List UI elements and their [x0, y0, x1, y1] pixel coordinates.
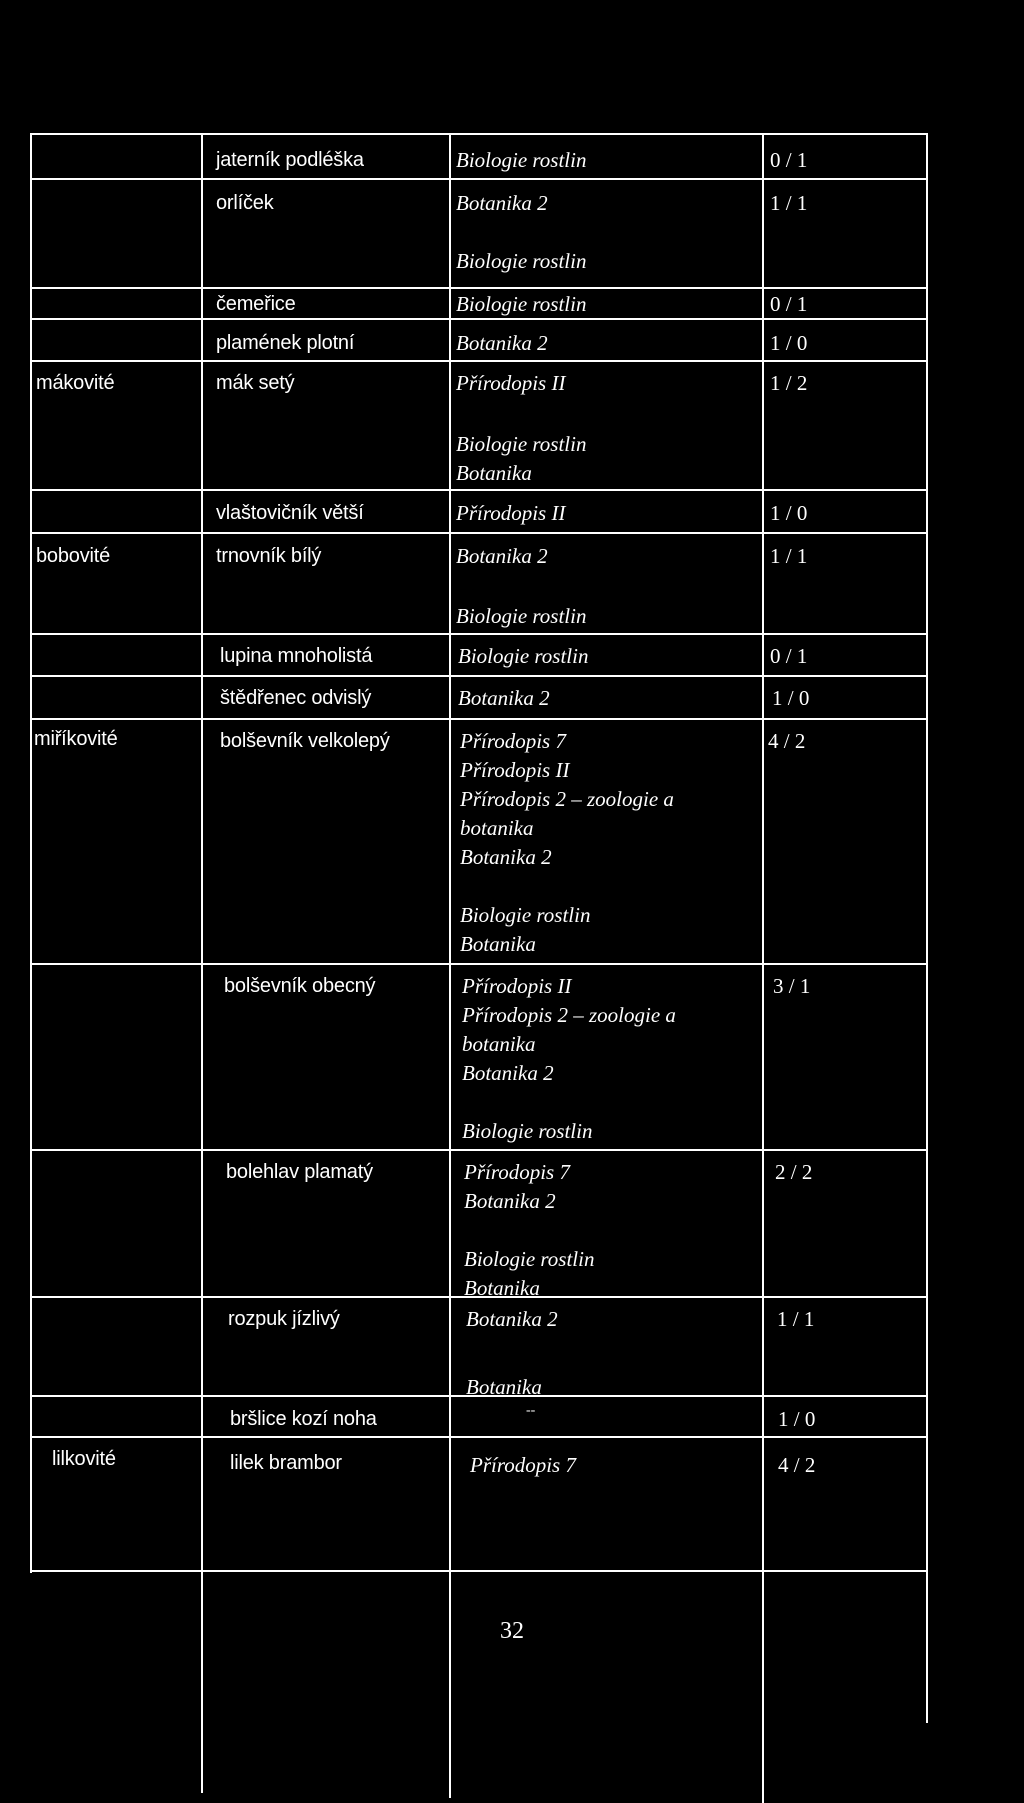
table-border-top — [30, 133, 928, 135]
source-line: Přírodopis 7 — [460, 729, 566, 753]
count-cell: 0 / 1 — [770, 148, 808, 172]
count-cell: 1 / 1 — [777, 1307, 815, 1331]
row-line — [30, 718, 928, 720]
source-line: Botanika — [460, 932, 536, 956]
table-border-left — [30, 133, 32, 1573]
family-name: miříkovité — [34, 728, 118, 750]
col-divider-3 — [762, 133, 764, 1803]
col-divider-2 — [449, 133, 451, 1798]
row-line — [30, 489, 928, 491]
species-name: bolehlav plamatý — [226, 1161, 373, 1183]
source-line: Přírodopis II — [460, 758, 570, 782]
count-cell: 2 / 2 — [775, 1160, 813, 1184]
count-cell: 3 / 1 — [773, 974, 811, 998]
count-cell: 0 / 1 — [770, 644, 808, 668]
source-line: Botanika — [464, 1276, 540, 1300]
row-line — [30, 963, 928, 965]
source-line: Přírodopis 7 — [470, 1453, 576, 1477]
count-cell: 1 / 0 — [772, 686, 810, 710]
source-line: Biologie rostlin — [462, 1119, 593, 1143]
count-cell: 1 / 0 — [770, 501, 808, 525]
family-name: bobovité — [36, 545, 111, 567]
family-name: mákovité — [36, 372, 115, 394]
row-line — [30, 1149, 928, 1151]
source-line: Biologie rostlin — [456, 249, 587, 273]
source-line: botanika — [462, 1032, 536, 1056]
source-line: -- — [526, 1403, 536, 1418]
source-line: Botanika — [466, 1375, 542, 1399]
species-name: trnovník bílý — [216, 545, 322, 567]
count-cell: 1 / 0 — [778, 1407, 816, 1431]
count-cell: 1 / 1 — [770, 191, 808, 215]
source-line: Přírodopis II — [462, 974, 572, 998]
species-name: mák setý — [216, 372, 295, 394]
count-cell: 4 / 2 — [768, 729, 806, 753]
species-name: rozpuk jízlivý — [228, 1308, 340, 1330]
source-line: Biologie rostlin — [456, 148, 587, 172]
count-cell: 4 / 2 — [778, 1453, 816, 1477]
species-name: bršlice kozí noha — [230, 1408, 377, 1430]
count-cell: 0 / 1 — [770, 292, 808, 316]
source-line: Přírodopis II — [456, 371, 566, 395]
row-line — [30, 1436, 928, 1438]
source-line: Přírodopis II — [456, 501, 566, 525]
source-line: Přírodopis 2 – zoologie a — [462, 1003, 676, 1027]
source-line: Biologie rostlin — [456, 292, 587, 316]
source-line: Biologie rostlin — [456, 604, 587, 628]
source-line: Biologie rostlin — [464, 1247, 595, 1271]
row-line — [30, 675, 928, 677]
species-name: bolševník velkolepý — [220, 730, 390, 752]
species-name: vlaštovičník větší — [216, 502, 364, 524]
source-line: Biologie rostlin — [458, 644, 589, 668]
count-cell: 1 / 0 — [770, 331, 808, 355]
species-name: plamének plotní — [216, 332, 355, 354]
source-line: botanika — [460, 816, 534, 840]
row-line — [30, 360, 928, 362]
source-line: Botanika 2 — [464, 1189, 556, 1213]
source-line: Přírodopis 2 – zoologie a — [460, 787, 674, 811]
species-name: bolševník obecný — [224, 975, 376, 997]
row-line — [30, 178, 928, 180]
source-line: Botanika 2 — [456, 331, 548, 355]
row-line — [30, 532, 928, 534]
table-border-right — [926, 133, 928, 1723]
source-line: Biologie rostlin — [456, 432, 587, 456]
species-name: čemeřice — [216, 293, 296, 315]
source-line: Přírodopis 7 — [464, 1160, 570, 1184]
source-line: Biologie rostlin — [460, 903, 591, 927]
source-line: Botanika 2 — [460, 845, 552, 869]
page-number: 32 — [500, 1618, 524, 1644]
row-line — [30, 1570, 928, 1572]
count-cell: 1 / 1 — [770, 544, 808, 568]
count-cell: 1 / 2 — [770, 371, 808, 395]
source-line: Botanika 2 — [466, 1307, 558, 1331]
source-line: Botanika — [456, 461, 532, 485]
species-name: orlíček — [216, 192, 274, 214]
source-line: Botanika 2 — [458, 686, 550, 710]
source-line: Botanika 2 — [456, 544, 548, 568]
species-name: štědřenec odvislý — [220, 687, 372, 709]
species-name: lupina mnoholistá — [220, 645, 373, 667]
source-line: Botanika 2 — [462, 1061, 554, 1085]
species-name: lilek brambor — [230, 1452, 342, 1474]
family-name: lilkovité — [52, 1448, 116, 1470]
row-line — [30, 633, 928, 635]
source-line: Botanika 2 — [456, 191, 548, 215]
species-name: jaterník podléška — [216, 149, 364, 171]
